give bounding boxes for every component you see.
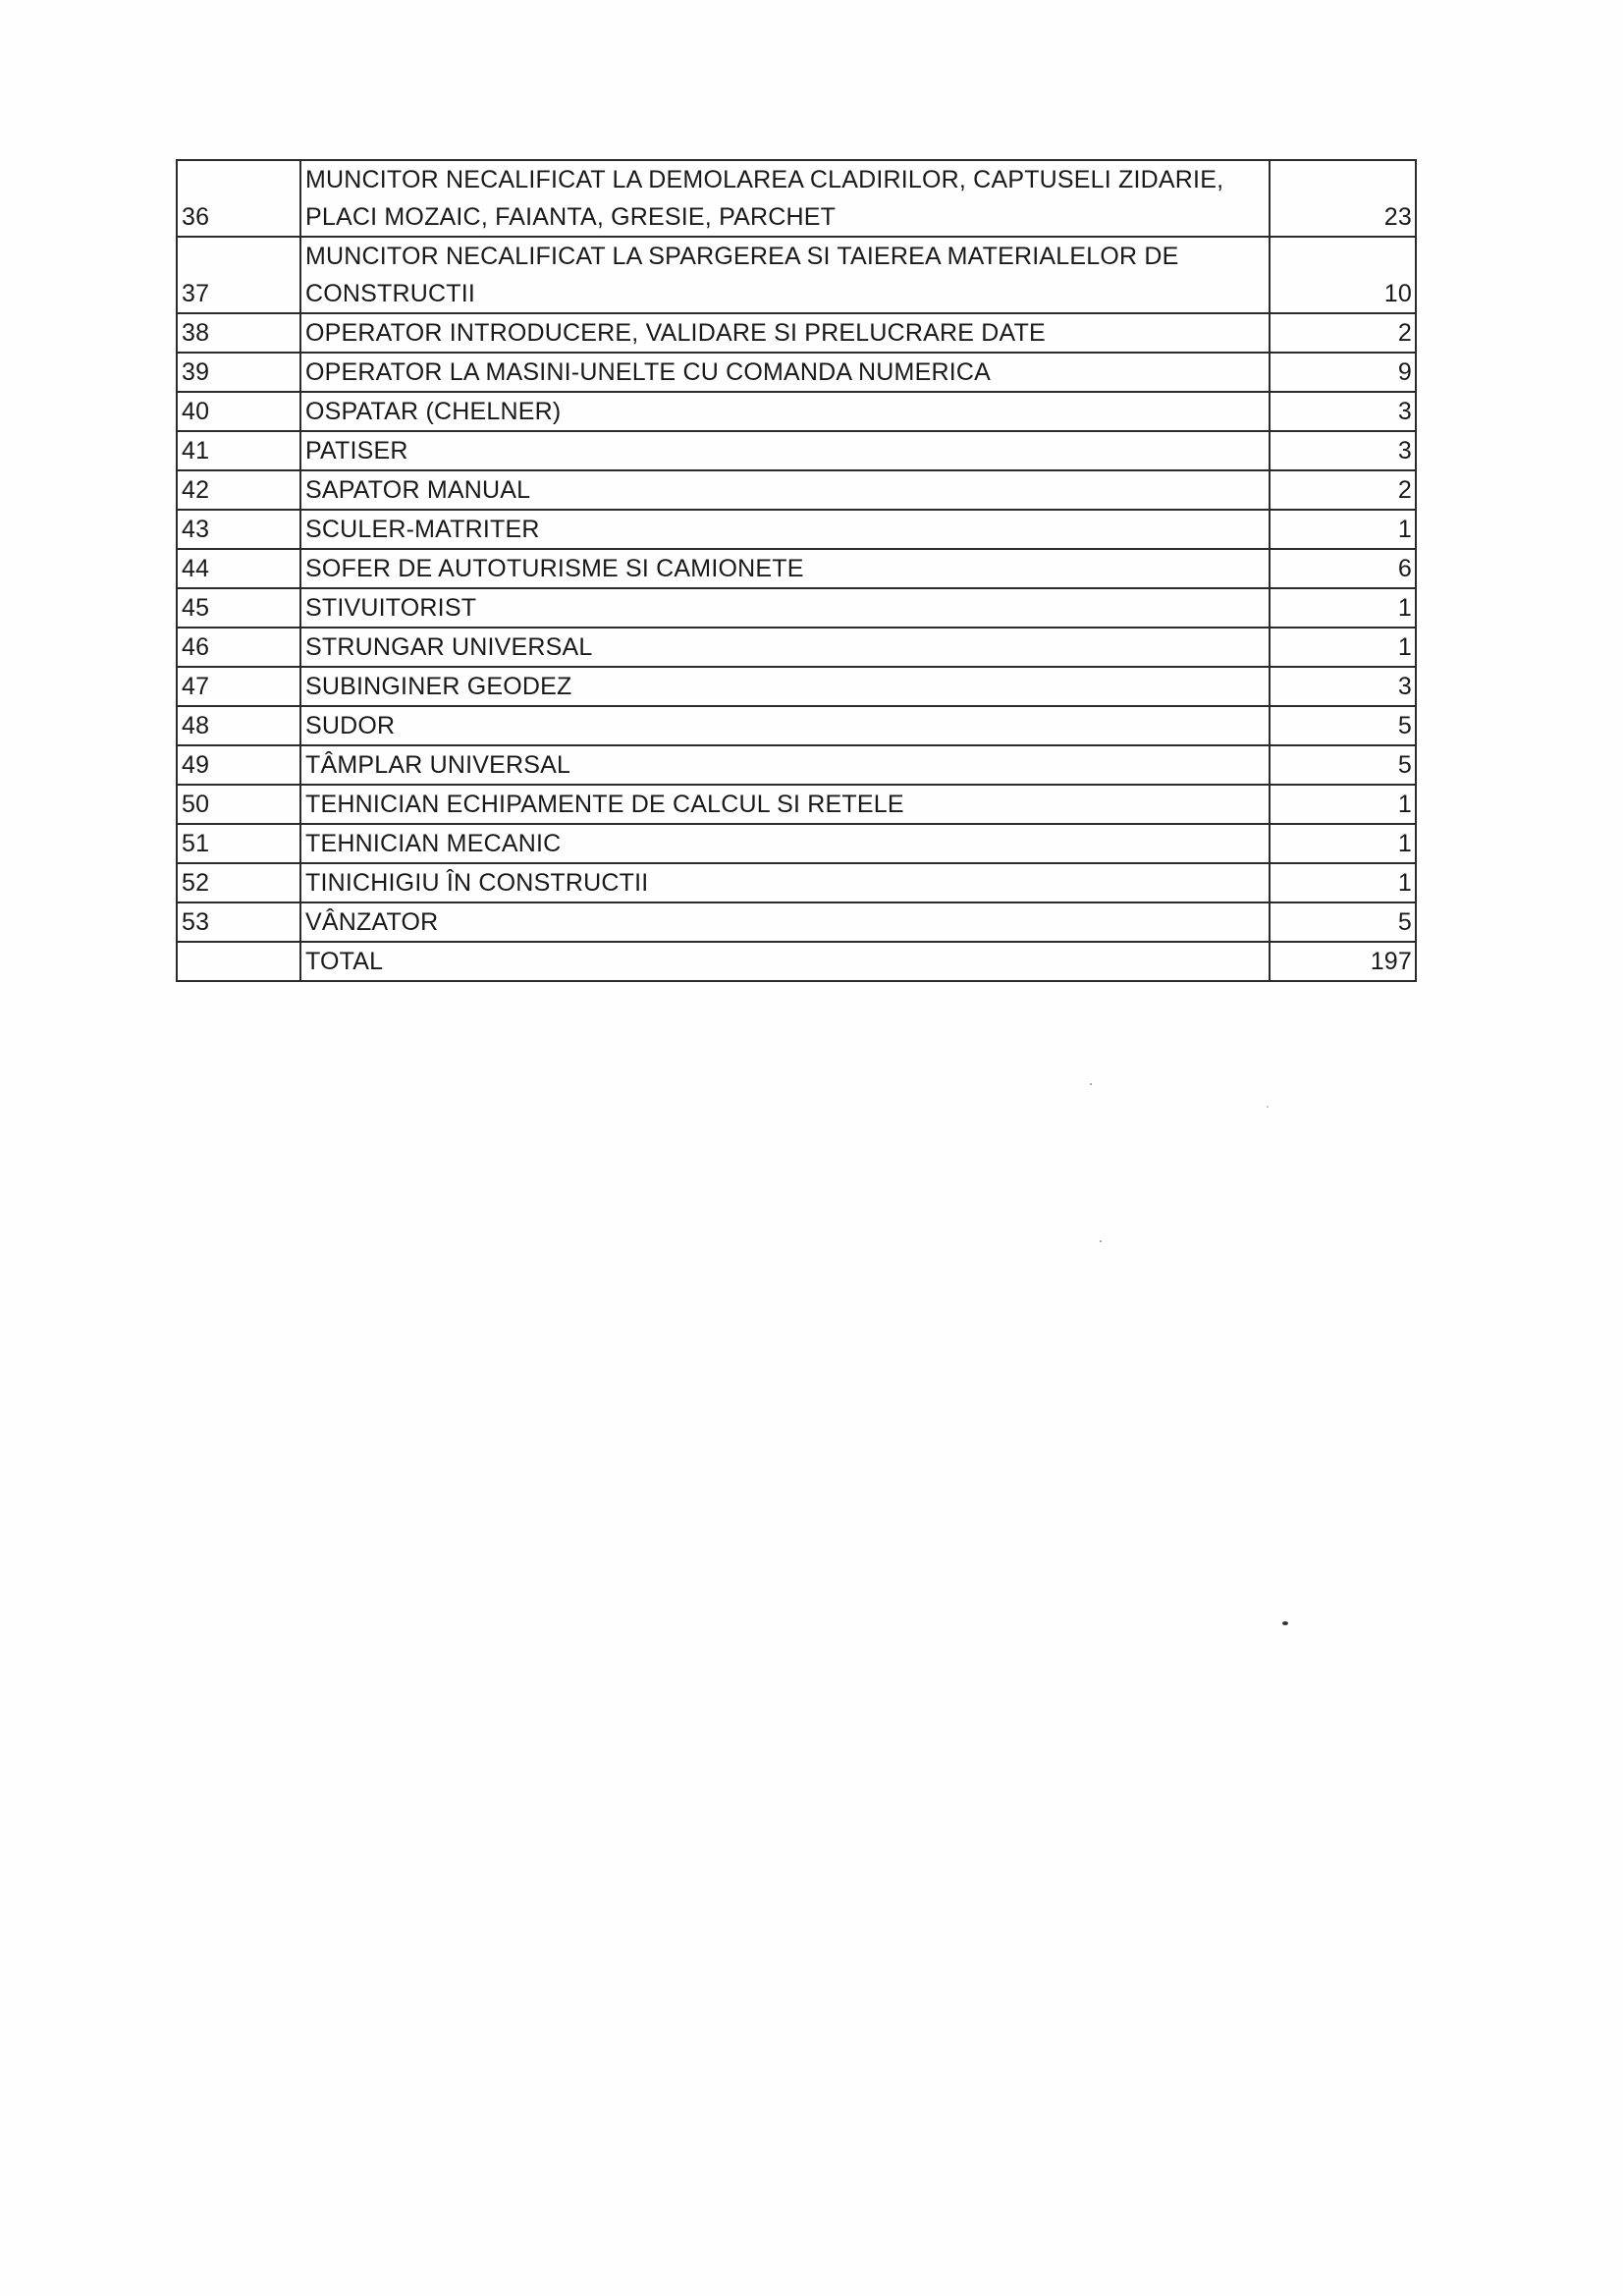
vacancy-count: 3 <box>1270 667 1416 706</box>
row-number: 41 <box>177 431 300 470</box>
table-row <box>177 353 1416 392</box>
occupation-name: OPERATOR INTRODUCERE, VALIDARE SI PRELUCRARE DATE <box>300 313 1270 353</box>
table-row <box>177 824 1416 863</box>
table-row <box>177 431 1416 470</box>
vacancy-count: 2 <box>1270 313 1416 353</box>
table-row <box>177 313 1416 353</box>
occupation-name: VÂNZATOR <box>300 902 1270 942</box>
table-row <box>177 588 1416 628</box>
vacancy-count: 1 <box>1270 785 1416 824</box>
scan-speck <box>1090 1083 1092 1085</box>
occupation-name: TÂMPLAR UNIVERSAL <box>300 745 1270 785</box>
jobs-table-body <box>177 160 1416 981</box>
occupation-name: OPERATOR LA MASINI-UNELTE CU COMANDA NUMERICA <box>300 353 1270 392</box>
vacancy-count: 5 <box>1270 706 1416 745</box>
row-number: 38 <box>177 313 300 353</box>
vacancy-count: 10 <box>1270 237 1416 313</box>
vacancy-count: 1 <box>1270 824 1416 863</box>
occupation-name: SUBINGINER GEODEZ <box>300 667 1270 706</box>
occupation-name: TEHNICIAN ECHIPAMENTE DE CALCUL SI RETELE <box>300 785 1270 824</box>
vacancy-count: 5 <box>1270 745 1416 785</box>
vacancy-count: 3 <box>1270 431 1416 470</box>
row-number: 49 <box>177 745 300 785</box>
occupation-name: STIVUITORIST <box>300 588 1270 628</box>
vacancy-count: 5 <box>1270 902 1416 942</box>
vacancy-count: 1 <box>1270 588 1416 628</box>
table-row <box>177 160 1416 237</box>
occupation-name: SUDOR <box>300 706 1270 745</box>
occupation-name: STRUNGAR UNIVERSAL <box>300 628 1270 667</box>
vacancy-count: 1 <box>1270 863 1416 902</box>
row-number: 53 <box>177 902 300 942</box>
row-number: 39 <box>177 353 300 392</box>
vacancy-count: 2 <box>1270 470 1416 510</box>
table-row <box>177 863 1416 902</box>
scan-speck <box>1267 1106 1269 1108</box>
total-label: TOTAL <box>300 942 1270 981</box>
row-number: 37 <box>177 237 300 313</box>
occupation-name: SOFER DE AUTOTURISME SI CAMIONETE <box>300 549 1270 588</box>
row-number: 46 <box>177 628 300 667</box>
table-row <box>177 667 1416 706</box>
table-row <box>177 902 1416 942</box>
row-number: 45 <box>177 588 300 628</box>
table-row <box>177 470 1416 510</box>
vacancy-count: 9 <box>1270 353 1416 392</box>
occupation-name: MUNCITOR NECALIFICAT LA SPARGEREA SI TAIEREA MATERIALELOR DE CONSTRUCTII <box>300 237 1270 313</box>
occupation-name: TEHNICIAN MECANIC <box>300 824 1270 863</box>
row-number: 44 <box>177 549 300 588</box>
vacancy-count: 6 <box>1270 549 1416 588</box>
vacancy-count: 1 <box>1270 510 1416 549</box>
table-row <box>177 510 1416 549</box>
table-row <box>177 628 1416 667</box>
vacancy-count: 23 <box>1270 160 1416 237</box>
total-row <box>177 942 1416 981</box>
occupation-name: SAPATOR MANUAL <box>300 470 1270 510</box>
scan-speck <box>1100 1240 1102 1242</box>
table-row <box>177 549 1416 588</box>
occupation-name: OSPATAR (CHELNER) <box>300 392 1270 431</box>
row-number: 48 <box>177 706 300 745</box>
row-number: 43 <box>177 510 300 549</box>
row-number: 52 <box>177 863 300 902</box>
table-row <box>177 392 1416 431</box>
occupation-name: PATISER <box>300 431 1270 470</box>
row-number: 47 <box>177 667 300 706</box>
total-count: 197 <box>1270 942 1416 981</box>
table-row <box>177 237 1416 313</box>
row-number: 40 <box>177 392 300 431</box>
occupation-name: SCULER-MATRITER <box>300 510 1270 549</box>
total-row-number <box>177 942 300 981</box>
table-row <box>177 706 1416 745</box>
table-row <box>177 745 1416 785</box>
vacancy-count: 3 <box>1270 392 1416 431</box>
occupation-name: TINICHIGIU ÎN CONSTRUCTII <box>300 863 1270 902</box>
row-number: 51 <box>177 824 300 863</box>
row-number: 50 <box>177 785 300 824</box>
jobs-table <box>176 159 1417 982</box>
occupation-name: MUNCITOR NECALIFICAT LA DEMOLAREA CLADIRILOR, CAPTUSELI ZIDARIE, PLACI MOZAIC, FAIANTA, GRESIE, PARCHET <box>300 160 1270 237</box>
scan-speck <box>1282 1621 1288 1625</box>
row-number: 36 <box>177 160 300 237</box>
vacancy-count: 1 <box>1270 628 1416 667</box>
table-row <box>177 785 1416 824</box>
row-number: 42 <box>177 470 300 510</box>
